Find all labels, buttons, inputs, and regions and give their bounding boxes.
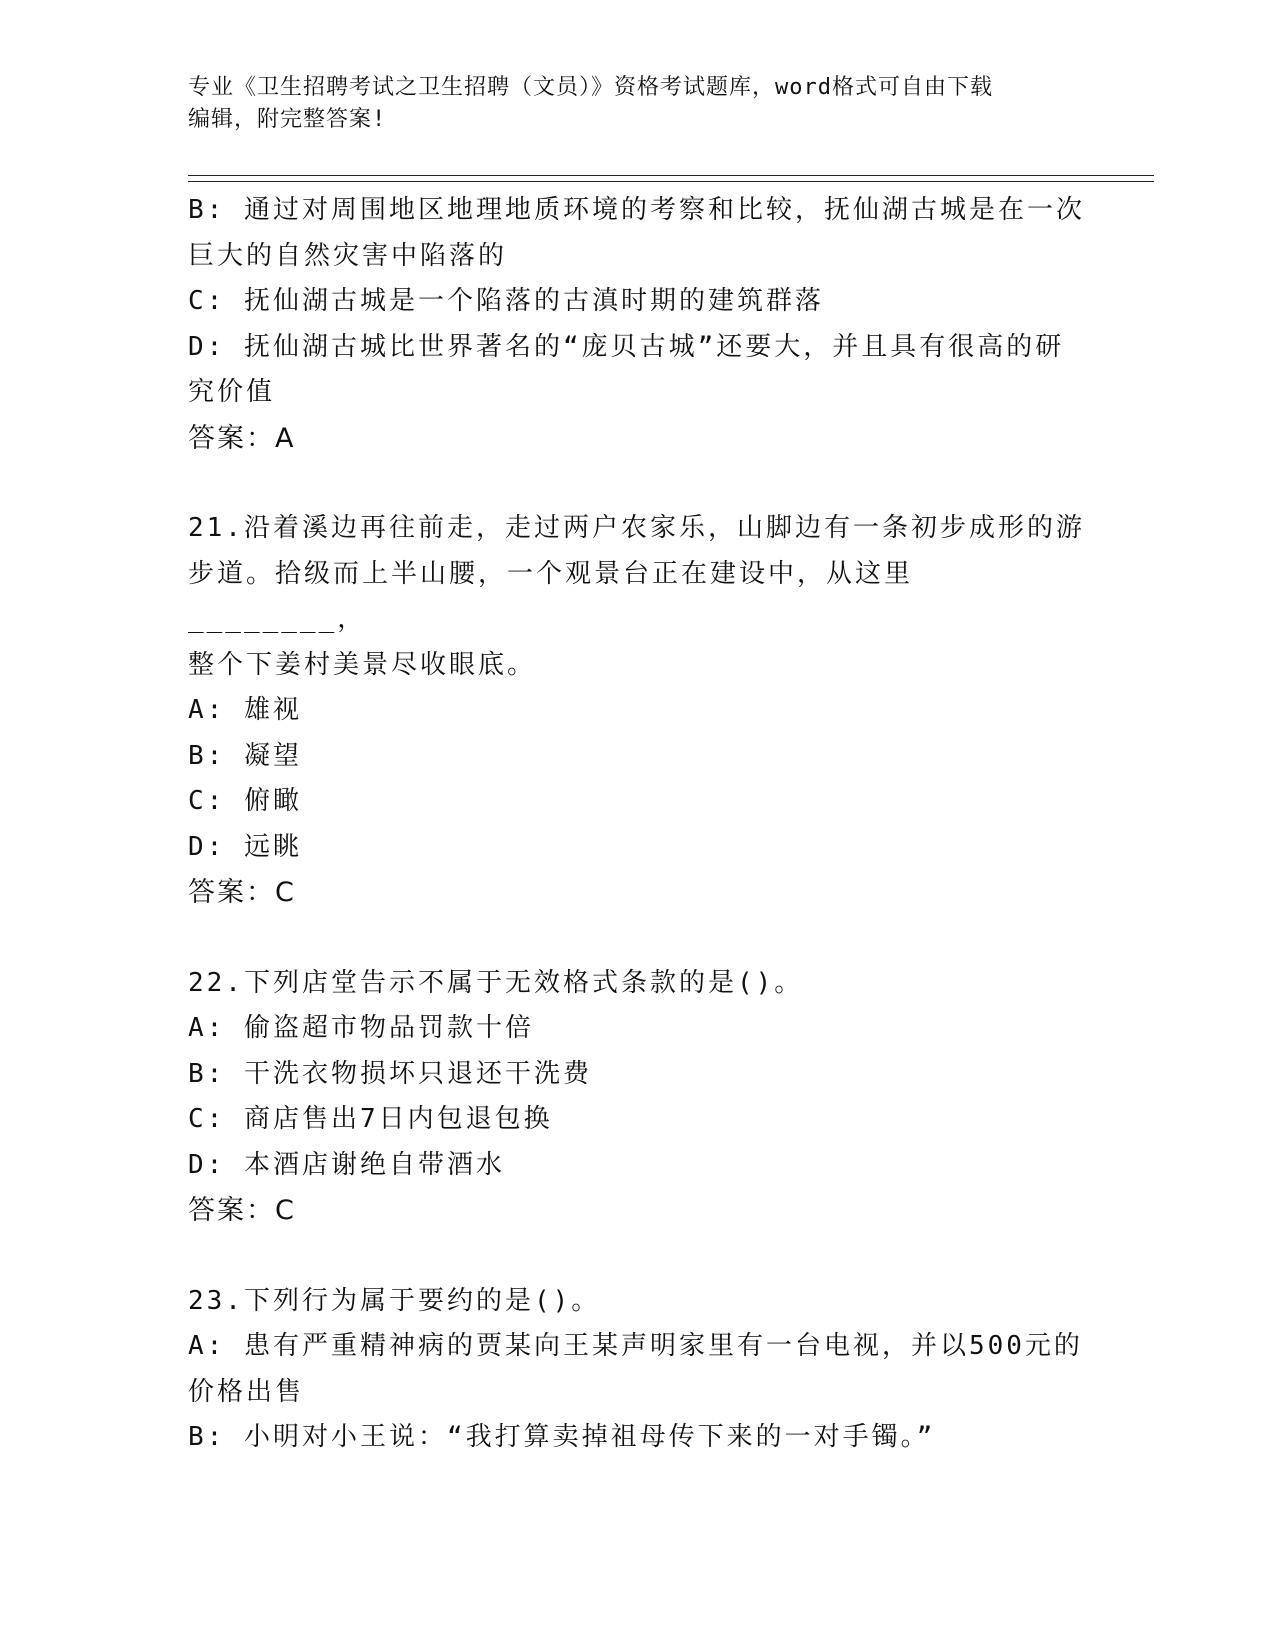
option-b: B: 干洗衣物损坏只退还干洗费: [188, 1058, 592, 1089]
answer: 答案：A: [188, 422, 296, 454]
option-d-line-2: 究价值: [188, 377, 276, 407]
page-header: [188, 72, 1088, 136]
option-a-line-2: 价格出售: [188, 1376, 305, 1407]
option-a: A: 偷盗超市物品罚款十倍: [188, 1013, 534, 1043]
option-d: D: 本酒店谢绝自带酒水: [188, 1149, 505, 1180]
question-23: [188, 1279, 1088, 1461]
option-b: B: 小明对小王说：“我打算卖掉祖母传下来的一对手镯。”: [188, 1422, 936, 1452]
spacer: [188, 1234, 1088, 1279]
header-line-1: 专业《卫生招聘考试之卫生招聘（文员）》资格考试题库，word格式可自由下载: [188, 75, 993, 100]
question-22: [188, 961, 1088, 1234]
question-content: [188, 188, 1088, 1461]
option-a-line-1: A: 患有严重精神病的贾某向王某声明家里有一台电视，并以500元的: [188, 1331, 1083, 1361]
answer: 答案：C: [188, 877, 296, 908]
option-d: D: 远眺: [188, 831, 302, 862]
header-divider-bottom: [188, 181, 1154, 182]
option-c: C: 商店售出7日内包退包换: [188, 1104, 553, 1134]
option-c: C: 俯瞰: [188, 786, 302, 816]
option-b-line-2: 巨大的自然灾害中陷落的: [188, 240, 508, 271]
option-d-line-1: D: 抚仙湖古城比世界著名的“庞贝古城”还要大，并且具有很高的研: [188, 331, 1065, 362]
question-21: [188, 506, 1088, 916]
answer: 答案：C: [188, 1195, 296, 1226]
question-stem-line-2: 步道。拾级而上半山腰，一个观景台正在建设中，从这里________，: [188, 558, 914, 634]
spacer: [188, 916, 1088, 961]
spacer: [188, 461, 1088, 506]
option-b-line-1: B: 通过对周围地区地理地质环境的考察和比较，抚仙湖古城是在一次: [188, 195, 1085, 225]
question-stem: 22.下列店堂告示不属于无效格式条款的是()。: [188, 967, 804, 998]
option-b: B: 凝望: [188, 740, 302, 771]
question-stem: 23.下列行为属于要约的是()。: [188, 1285, 601, 1316]
question-stem-line-3: 整个下姜村美景尽收眼底。: [188, 649, 537, 680]
option-a: A: 雄视: [188, 695, 302, 725]
option-c: C: 抚仙湖古城是一个陷落的古滇时期的建筑群落: [188, 286, 824, 316]
question-20-tail: [188, 188, 1088, 461]
header-divider-top: [188, 175, 1154, 176]
question-stem-line-1: 21.沿着溪边再往前走，走过两户农家乐，山脚边有一条初步成形的游: [188, 513, 1085, 543]
header-line-2: 编辑，附完整答案!: [188, 107, 387, 132]
